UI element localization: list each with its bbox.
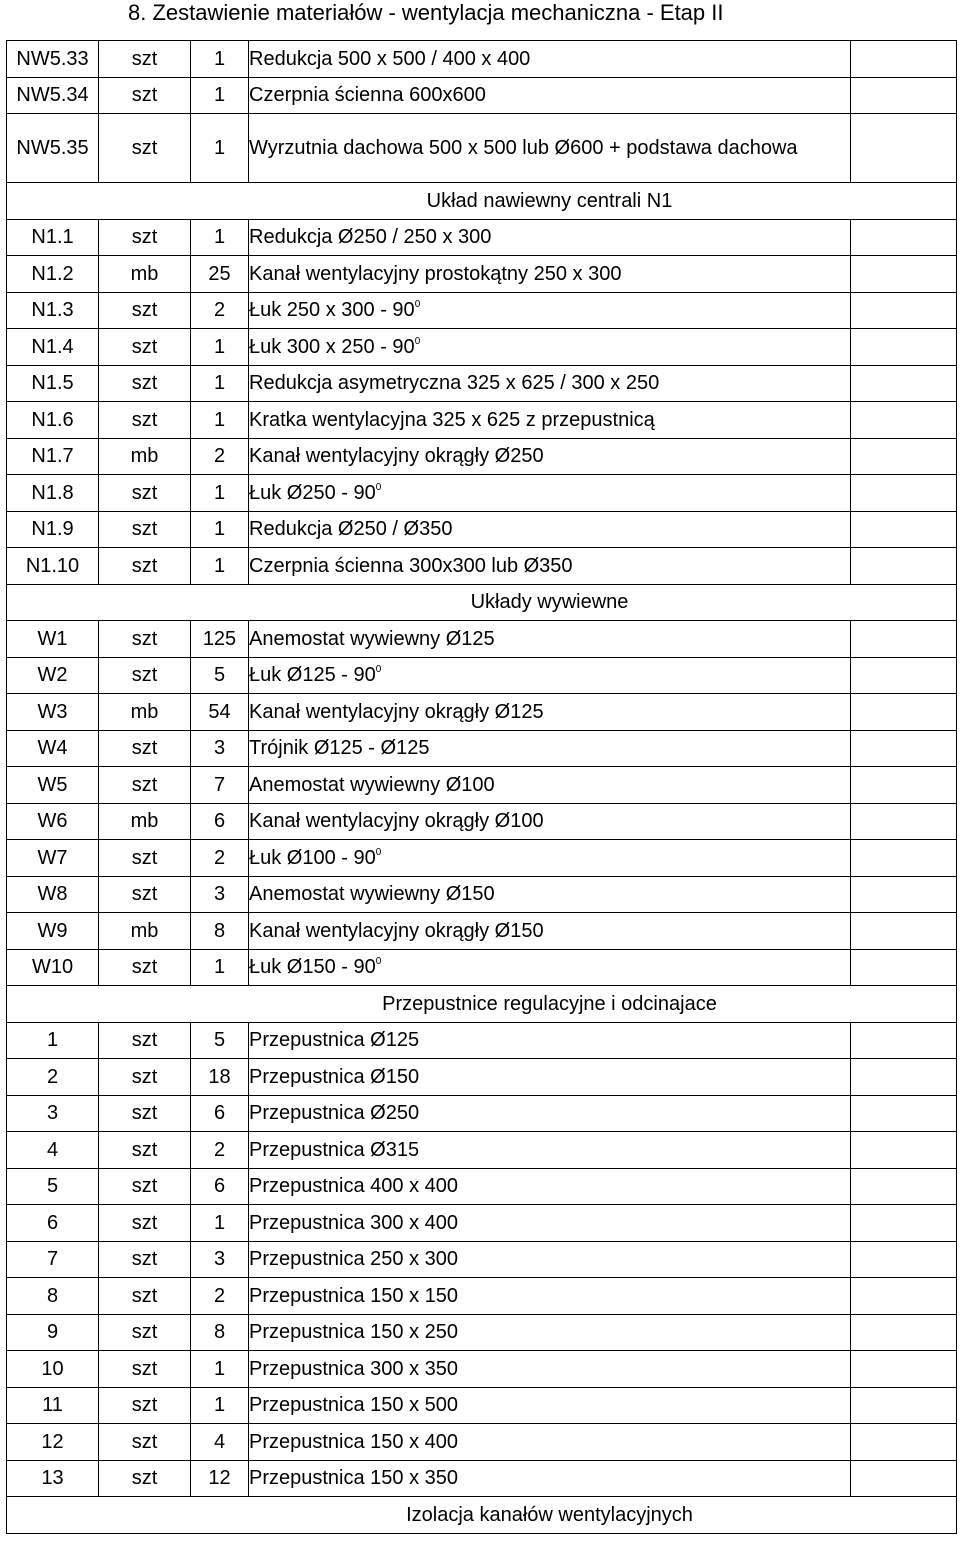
item-unit: szt: [99, 621, 191, 658]
item-description: [249, 114, 851, 183]
table-row: [7, 803, 957, 840]
item-code: N1.9: [7, 511, 99, 548]
table-row: [7, 949, 957, 986]
item-quantity: 1: [191, 548, 249, 585]
table-row: [7, 511, 957, 548]
table-row: [7, 114, 957, 183]
notes-cell: [851, 1022, 957, 1059]
item-description-text: Anemostat wywiewny Ø125: [249, 627, 495, 650]
item-code: W4: [7, 730, 99, 767]
table-row: [7, 1022, 957, 1059]
item-code: NW5.34: [7, 77, 99, 114]
table-row: [7, 77, 957, 114]
item-description: [249, 548, 851, 585]
section-header-row: [7, 1497, 957, 1534]
item-description-text: Czerpnia ścienna 600x600: [249, 84, 486, 107]
item-unit: szt: [99, 1059, 191, 1096]
item-unit: szt: [99, 840, 191, 877]
item-description: [249, 949, 851, 986]
notes-cell: [851, 1424, 957, 1461]
item-quantity: 3: [191, 876, 249, 913]
item-description: [249, 913, 851, 950]
table-row: [7, 876, 957, 913]
table-row: [7, 1095, 957, 1132]
item-quantity: 125: [191, 621, 249, 658]
item-unit: szt: [99, 77, 191, 114]
item-quantity: 8: [191, 1314, 249, 1351]
item-code: W2: [7, 657, 99, 694]
section-spacer: [851, 584, 957, 621]
item-unit: szt: [99, 329, 191, 366]
item-unit: szt: [99, 548, 191, 585]
table-row: [7, 657, 957, 694]
item-description: [249, 256, 851, 293]
notes-cell: [851, 41, 957, 78]
table-row: [7, 913, 957, 950]
item-code: W8: [7, 876, 99, 913]
notes-cell: [851, 876, 957, 913]
item-quantity: 1: [191, 365, 249, 402]
item-unit: szt: [99, 1132, 191, 1169]
item-description-text: Łuk 250 x 300 - 90: [249, 299, 415, 322]
item-description-text: Kanał wentylacyjny prostokątny 250 x 300: [249, 262, 622, 285]
item-description: [249, 694, 851, 731]
item-code: N1.2: [7, 256, 99, 293]
notes-cell: [851, 1059, 957, 1096]
table-row: [7, 1314, 957, 1351]
item-unit: szt: [99, 1351, 191, 1388]
item-quantity: 1: [191, 77, 249, 114]
item-code: N1.6: [7, 402, 99, 439]
item-description: [249, 1168, 851, 1205]
item-unit: szt: [99, 1095, 191, 1132]
item-description: [249, 1314, 851, 1351]
item-description-text: Redukcja asymetryczna 325 x 625 / 300 x 250: [249, 372, 660, 395]
item-description-text: Przepustnica Ø150: [249, 1065, 420, 1088]
item-unit: szt: [99, 402, 191, 439]
item-quantity: 8: [191, 913, 249, 950]
item-code: N1.3: [7, 292, 99, 329]
item-quantity: 3: [191, 730, 249, 767]
item-unit: szt: [99, 1278, 191, 1315]
item-unit: szt: [99, 219, 191, 256]
item-description: [249, 767, 851, 804]
item-description: [249, 365, 851, 402]
table-row: [7, 365, 957, 402]
table-row: [7, 1278, 957, 1315]
table-row: [7, 438, 957, 475]
item-unit: mb: [99, 803, 191, 840]
item-code: W10: [7, 949, 99, 986]
item-quantity: 12: [191, 1460, 249, 1497]
notes-cell: [851, 1168, 957, 1205]
table-row: [7, 1132, 957, 1169]
item-code: NW5.35: [7, 114, 99, 183]
item-description-text: Redukcja Ø250 / Ø350: [249, 518, 453, 541]
item-code: 5: [7, 1168, 99, 1205]
section-spacer: [7, 183, 249, 220]
item-quantity: 5: [191, 657, 249, 694]
table-row: [7, 548, 957, 585]
item-unit: szt: [99, 1205, 191, 1242]
item-description-text: Przepustnica 300 x 400: [249, 1211, 459, 1234]
notes-cell: [851, 1460, 957, 1497]
item-quantity: 4: [191, 1424, 249, 1461]
section-spacer: [7, 584, 249, 621]
item-code: N1.7: [7, 438, 99, 475]
item-description: [249, 1460, 851, 1497]
notes-cell: [851, 114, 957, 183]
materials-table: [6, 40, 957, 1534]
item-code: N1.10: [7, 548, 99, 585]
item-description-text: Przepustnica 250 x 300: [249, 1248, 459, 1271]
notes-cell: [851, 694, 957, 731]
table-row: [7, 1424, 957, 1461]
item-unit: szt: [99, 876, 191, 913]
table-row: [7, 219, 957, 256]
item-description: [249, 730, 851, 767]
table-row: [7, 292, 957, 329]
notes-cell: [851, 730, 957, 767]
item-description-text: Łuk 300 x 250 - 90: [249, 335, 415, 358]
item-description: [249, 292, 851, 329]
notes-cell: [851, 840, 957, 877]
item-unit: szt: [99, 1168, 191, 1205]
item-quantity: 54: [191, 694, 249, 731]
item-unit: mb: [99, 913, 191, 950]
item-description-text: Redukcja Ø250 / 250 x 300: [249, 226, 492, 249]
item-description: [249, 876, 851, 913]
item-unit: szt: [99, 1241, 191, 1278]
item-code: N1.1: [7, 219, 99, 256]
item-quantity: 2: [191, 292, 249, 329]
item-quantity: 18: [191, 1059, 249, 1096]
section-spacer: [851, 183, 957, 220]
notes-cell: [851, 657, 957, 694]
degree-superscript: 0: [414, 335, 421, 347]
table-row: [7, 767, 957, 804]
notes-cell: [851, 548, 957, 585]
item-quantity: 2: [191, 1278, 249, 1315]
item-description: [249, 41, 851, 78]
notes-cell: [851, 1132, 957, 1169]
table-row: [7, 1460, 957, 1497]
item-description: [249, 1205, 851, 1242]
section-title: Układ nawiewny centrali N1: [249, 183, 851, 220]
item-quantity: 6: [191, 1168, 249, 1205]
table-row: [7, 694, 957, 731]
table-row: [7, 329, 957, 366]
item-description: [249, 803, 851, 840]
item-description: [249, 840, 851, 877]
item-description: [249, 1095, 851, 1132]
item-code: W3: [7, 694, 99, 731]
item-description-text: Wyrzutnia dachowa 500 x 500 lub Ø600 + podstawa dachowa: [249, 137, 798, 159]
item-unit: szt: [99, 1022, 191, 1059]
item-unit: szt: [99, 767, 191, 804]
item-unit: szt: [99, 1424, 191, 1461]
item-code: 7: [7, 1241, 99, 1278]
table-row: [7, 840, 957, 877]
item-description-text: Łuk Ø125 - 90: [249, 664, 376, 687]
item-code: 4: [7, 1132, 99, 1169]
table-row: [7, 475, 957, 512]
item-description-text: Przepustnica Ø125: [249, 1029, 420, 1052]
notes-cell: [851, 329, 957, 366]
item-code: 2: [7, 1059, 99, 1096]
degree-superscript: 0: [414, 299, 421, 311]
table-row: [7, 1059, 957, 1096]
item-quantity: 3: [191, 1241, 249, 1278]
notes-cell: [851, 438, 957, 475]
item-code: W1: [7, 621, 99, 658]
item-code: 8: [7, 1278, 99, 1315]
item-description-text: Przepustnica 150 x 150: [249, 1284, 459, 1307]
item-quantity: 1: [191, 41, 249, 78]
table-row: [7, 41, 957, 78]
item-description-text: Trójnik Ø125 - Ø125: [249, 737, 430, 760]
item-description-text: Kanał wentylacyjny okrągły Ø250: [249, 445, 544, 468]
item-description-text: Kanał wentylacyjny okrągły Ø150: [249, 919, 544, 942]
item-quantity: 7: [191, 767, 249, 804]
item-description: [249, 1351, 851, 1388]
item-code: 9: [7, 1314, 99, 1351]
item-quantity: 1: [191, 949, 249, 986]
item-description-text: Przepustnica 150 x 400: [249, 1430, 459, 1453]
table-row: [7, 1168, 957, 1205]
item-unit: szt: [99, 657, 191, 694]
item-description-text: Anemostat wywiewny Ø100: [249, 773, 495, 796]
table-row: [7, 1387, 957, 1424]
item-unit: mb: [99, 256, 191, 293]
item-quantity: 1: [191, 114, 249, 183]
degree-superscript: 0: [375, 664, 382, 676]
item-unit: szt: [99, 292, 191, 329]
item-quantity: 1: [191, 475, 249, 512]
notes-cell: [851, 1278, 957, 1315]
notes-cell: [851, 511, 957, 548]
section-title: Przepustnice regulacyjne i odcinajace: [249, 986, 851, 1023]
item-unit: mb: [99, 694, 191, 731]
item-unit: szt: [99, 1387, 191, 1424]
notes-cell: [851, 1241, 957, 1278]
section-spacer: [851, 986, 957, 1023]
notes-cell: [851, 219, 957, 256]
item-unit: szt: [99, 1314, 191, 1351]
notes-cell: [851, 767, 957, 804]
table-row: [7, 256, 957, 293]
item-description-text: Przepustnica Ø315: [249, 1138, 420, 1161]
item-unit: szt: [99, 41, 191, 78]
table-row: [7, 402, 957, 439]
item-code: W9: [7, 913, 99, 950]
item-description-text: Przepustnica 300 x 350: [249, 1357, 459, 1380]
notes-cell: [851, 256, 957, 293]
notes-cell: [851, 402, 957, 439]
item-code: N1.5: [7, 365, 99, 402]
item-unit: mb: [99, 438, 191, 475]
notes-cell: [851, 77, 957, 114]
item-description-text: Łuk Ø250 - 90: [249, 481, 376, 504]
item-unit: szt: [99, 475, 191, 512]
section-spacer: [7, 1497, 249, 1534]
item-description: [249, 657, 851, 694]
item-quantity: 2: [191, 840, 249, 877]
item-quantity: 1: [191, 1351, 249, 1388]
table-row: [7, 730, 957, 767]
notes-cell: [851, 803, 957, 840]
item-quantity: 1: [191, 511, 249, 548]
item-code: N1.4: [7, 329, 99, 366]
item-description-text: Redukcja 500 x 500 / 400 x 400: [249, 47, 531, 70]
item-description-text: Kratka wentylacyjna 325 x 625 z przepustnicą: [249, 408, 655, 431]
item-description: [249, 329, 851, 366]
table-row: [7, 1205, 957, 1242]
page-title: 8. Zestawienie materiałów - wentylacja mechaniczna - Etap II: [128, 0, 724, 25]
item-description-text: Czerpnia ścienna 300x300 lub Ø350: [249, 554, 573, 577]
item-quantity: 1: [191, 1205, 249, 1242]
item-unit: szt: [99, 949, 191, 986]
item-unit: szt: [99, 1460, 191, 1497]
item-description-text: Anemostat wywiewny Ø150: [249, 883, 495, 906]
item-description: [249, 475, 851, 512]
item-code: W6: [7, 803, 99, 840]
degree-superscript: 0: [375, 956, 382, 968]
notes-cell: [851, 292, 957, 329]
item-code: 3: [7, 1095, 99, 1132]
item-unit: szt: [99, 365, 191, 402]
item-code: 12: [7, 1424, 99, 1461]
notes-cell: [851, 1387, 957, 1424]
item-description: [249, 402, 851, 439]
section-title: Izolacja kanałów wentylacyjnych: [249, 1497, 851, 1534]
item-code: N1.8: [7, 475, 99, 512]
section-header-row: [7, 183, 957, 220]
item-description: [249, 1424, 851, 1461]
item-description-text: Przepustnica 150 x 500: [249, 1394, 459, 1417]
item-description-text: Kanał wentylacyjny okrągły Ø125: [249, 700, 544, 723]
table-row: [7, 1241, 957, 1278]
item-description-text: Przepustnica 400 x 400: [249, 1175, 459, 1198]
item-description-text: Kanał wentylacyjny okrągły Ø100: [249, 810, 544, 833]
item-code: 13: [7, 1460, 99, 1497]
notes-cell: [851, 365, 957, 402]
item-quantity: 2: [191, 438, 249, 475]
item-description: [249, 1059, 851, 1096]
notes-cell: [851, 1205, 957, 1242]
item-code: 1: [7, 1022, 99, 1059]
item-quantity: 25: [191, 256, 249, 293]
section-spacer: [7, 986, 249, 1023]
item-description-text: Łuk Ø150 - 90: [249, 956, 376, 979]
item-description: [249, 438, 851, 475]
degree-superscript: 0: [375, 481, 382, 493]
item-description: [249, 1387, 851, 1424]
notes-cell: [851, 949, 957, 986]
notes-cell: [851, 913, 957, 950]
notes-cell: [851, 1095, 957, 1132]
item-unit: szt: [99, 730, 191, 767]
item-quantity: 6: [191, 1095, 249, 1132]
table-row: [7, 1351, 957, 1388]
item-quantity: 1: [191, 402, 249, 439]
item-code: W7: [7, 840, 99, 877]
notes-cell: [851, 1314, 957, 1351]
degree-superscript: 0: [375, 846, 382, 858]
item-unit: szt: [99, 511, 191, 548]
item-quantity: 1: [191, 329, 249, 366]
item-description: [249, 77, 851, 114]
item-quantity: 5: [191, 1022, 249, 1059]
item-description-text: Przepustnica 150 x 250: [249, 1321, 459, 1344]
item-quantity: 2: [191, 1132, 249, 1169]
item-code: W5: [7, 767, 99, 804]
section-header-row: [7, 986, 957, 1023]
item-code: 10: [7, 1351, 99, 1388]
item-code: 11: [7, 1387, 99, 1424]
item-description: [249, 219, 851, 256]
item-description: [249, 511, 851, 548]
section-title: Układy wywiewne: [249, 584, 851, 621]
notes-cell: [851, 475, 957, 512]
item-description: [249, 1278, 851, 1315]
item-description-text: Łuk Ø100 - 90: [249, 846, 376, 869]
notes-cell: [851, 1351, 957, 1388]
item-quantity: 6: [191, 803, 249, 840]
item-quantity: 1: [191, 219, 249, 256]
section-spacer: [851, 1497, 957, 1534]
item-code: NW5.33: [7, 41, 99, 78]
item-quantity: 1: [191, 1387, 249, 1424]
section-header-row: [7, 584, 957, 621]
item-code: 6: [7, 1205, 99, 1242]
item-description: [249, 621, 851, 658]
item-unit: szt: [99, 114, 191, 183]
item-description: [249, 1022, 851, 1059]
item-description: [249, 1132, 851, 1169]
table-row: [7, 621, 957, 658]
notes-cell: [851, 621, 957, 658]
item-description-text: Przepustnica 150 x 350: [249, 1467, 459, 1490]
item-description-text: Przepustnica Ø250: [249, 1102, 420, 1125]
item-description: [249, 1241, 851, 1278]
